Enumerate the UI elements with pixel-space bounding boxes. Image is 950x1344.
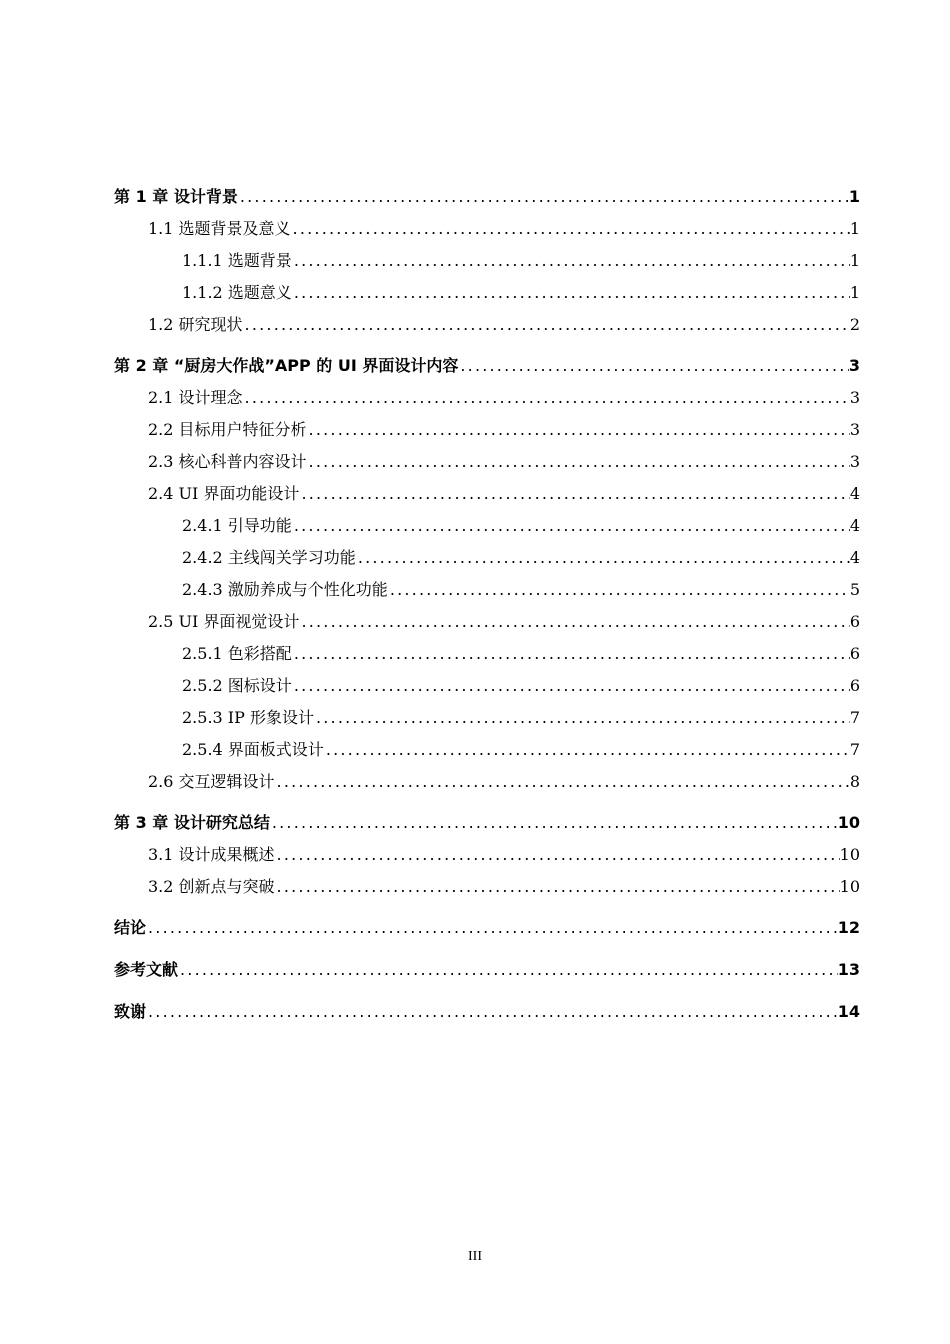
toc-entry-level1[interactable] [114, 183, 860, 207]
toc-entry-level1[interactable] [114, 998, 860, 1022]
toc-entry-level3[interactable] [182, 279, 860, 303]
dot-leader [292, 283, 850, 303]
toc-entry-title: 2.4.3 激励养成与个性化功能 [182, 580, 388, 599]
toc-entry-page: 6 [849, 644, 860, 663]
toc-entry-title: 结论 [114, 918, 147, 937]
toc-entry-level2[interactable] [148, 215, 860, 239]
toc-entry-level2[interactable] [148, 448, 860, 472]
toc-entry-page: 13 [837, 960, 860, 979]
toc-entry-level1[interactable] [114, 914, 860, 938]
dot-leader [291, 219, 850, 239]
dot-leader [324, 740, 850, 760]
toc-entry-level2[interactable] [148, 416, 860, 440]
toc-entry-level2[interactable] [148, 480, 860, 504]
toc-entry-level2[interactable] [148, 311, 860, 335]
toc-entry-title: 2.4 UI 界面功能设计 [148, 484, 300, 503]
toc-entry-title: 2.2 目标用户特征分析 [148, 420, 307, 439]
toc-entry-title: 1.2 研究现状 [148, 315, 243, 334]
toc-entry-page: 4 [849, 484, 860, 503]
toc-entry-title: 第 2 章 “厨房大作战”APP 的 UI 界面设计内容 [114, 356, 459, 375]
toc-entry-level1[interactable] [114, 352, 860, 376]
toc-entry-level2[interactable] [148, 873, 860, 897]
toc-entry-page: 6 [849, 676, 860, 695]
dot-leader [243, 315, 850, 335]
toc-entry-title: 2.5.3 IP 形象设计 [182, 708, 314, 727]
dot-leader [458, 356, 848, 376]
toc-entry-title: 1.1.1 选题背景 [182, 251, 292, 270]
toc-entry-page: 4 [849, 516, 860, 535]
toc-entry-page: 10 [839, 845, 860, 864]
dot-leader [388, 580, 850, 600]
toc-entry-title: 2.4.1 引导功能 [182, 516, 292, 535]
toc-entry-page: 3 [849, 388, 860, 407]
toc-entry-title: 2.5.1 色彩搭配 [182, 644, 292, 663]
toc-entry-level3[interactable] [182, 576, 860, 600]
toc-entry-title: 致谢 [114, 1002, 147, 1021]
dot-leader [299, 484, 849, 504]
toc-entry-page: 10 [839, 877, 860, 896]
toc-entry-page: 10 [837, 813, 860, 832]
toc-entry-title: 3.1 设计成果概述 [148, 845, 275, 864]
toc-entry-page: 4 [849, 548, 860, 567]
dot-leader [292, 644, 850, 664]
toc-entry-page: 7 [849, 708, 860, 727]
toc-entry-level3[interactable] [182, 672, 860, 696]
dot-leader [178, 960, 838, 980]
dot-leader [146, 918, 838, 938]
toc-entry-level3[interactable] [182, 736, 860, 760]
toc-entry-title: 2.5 UI 界面视觉设计 [148, 612, 300, 631]
toc-entry-page: 3 [849, 420, 860, 439]
dot-leader [275, 845, 840, 865]
toc-entry-level2[interactable] [148, 384, 860, 408]
toc-entry-title: 2.4.2 主线闯关学习功能 [182, 548, 356, 567]
dot-leader [275, 772, 850, 792]
toc-entry-page: 8 [849, 772, 860, 791]
toc-entry-page: 14 [837, 1002, 860, 1021]
toc-entry-title: 第 1 章 设计背景 [114, 187, 238, 206]
dot-leader [292, 516, 850, 536]
dot-leader [314, 708, 850, 728]
toc-entry-level1[interactable] [114, 956, 860, 980]
toc-entry-title: 2.5.2 图标设计 [182, 676, 292, 695]
toc-entry-page: 1 [849, 251, 860, 270]
toc-entry-page: 5 [849, 580, 860, 599]
toc-entry-title: 第 3 章 设计研究总结 [114, 813, 270, 832]
dot-leader [238, 187, 849, 207]
toc-entry-level3[interactable] [182, 247, 860, 271]
toc-entry-title: 2.3 核心科普内容设计 [148, 452, 307, 471]
dot-leader [243, 388, 850, 408]
toc-entry-title: 3.2 创新点与突破 [148, 877, 275, 896]
toc-entry-page: 6 [849, 612, 860, 631]
toc-entry-level3[interactable] [182, 704, 860, 728]
toc-entry-title: 2.1 设计理念 [148, 388, 243, 407]
toc-entry-level2[interactable] [148, 608, 860, 632]
toc-entry-page: 7 [849, 740, 860, 759]
toc-entry-title: 2.5.4 界面板式设计 [182, 740, 324, 759]
dot-leader [307, 452, 850, 472]
dot-leader [356, 548, 850, 568]
dot-leader [292, 676, 850, 696]
dot-leader [292, 251, 850, 271]
dot-leader [299, 612, 849, 632]
toc-entry-title: 1.1.2 选题意义 [182, 283, 292, 302]
toc-entry-page: 12 [837, 918, 860, 937]
toc-entry-level1[interactable] [114, 809, 860, 833]
toc-entry-page: 1 [848, 187, 860, 206]
toc-entry-level3[interactable] [182, 544, 860, 568]
toc-entry-page: 1 [849, 283, 860, 302]
toc-entry-title: 参考文献 [114, 960, 179, 979]
toc-entry-level2[interactable] [148, 768, 860, 792]
page-number: III [468, 1249, 482, 1264]
dot-leader [270, 813, 838, 833]
dot-leader [307, 420, 850, 440]
toc-entry-level3[interactable] [182, 640, 860, 664]
toc-entry-page: 2 [849, 315, 860, 334]
toc-entry-title: 2.6 交互逻辑设计 [148, 772, 275, 791]
toc-entry-page: 3 [848, 356, 860, 375]
dot-leader [275, 877, 840, 897]
toc-entry-title: 1.1 选题背景及意义 [148, 219, 291, 238]
toc-entry-page: 3 [849, 452, 860, 471]
toc-entry-page: 1 [849, 219, 860, 238]
toc-entry-level2[interactable] [148, 841, 860, 865]
dot-leader [146, 1002, 838, 1022]
toc-entry-level3[interactable] [182, 512, 860, 536]
